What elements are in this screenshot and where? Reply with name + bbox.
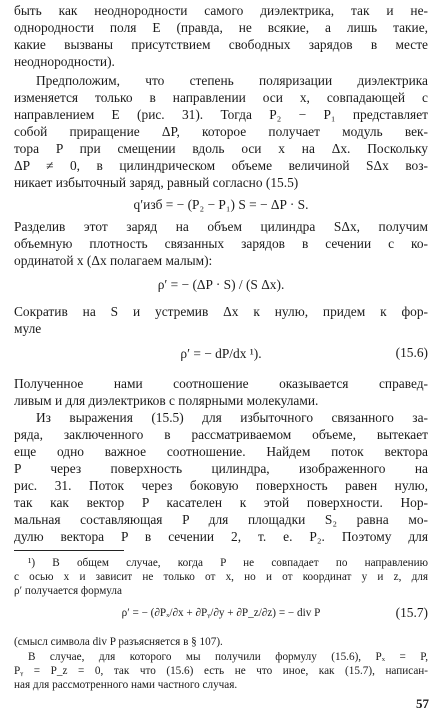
text-line: еще одно важное соотношение. Найдем поток вектора (14, 444, 428, 459)
text-line: изменяется только в направлении оси x, совпадающей с (14, 90, 428, 105)
formula-line: q′изб = − (P₂ − P₁) S = − ΔP · S. (133, 197, 309, 212)
footnote-line: Pᵧ = P_z = 0, так что (15.6) есть не что иное, как (15.7), написан- (14, 665, 428, 677)
text-line: однородности поля E (правда, не всякие, а лишь такие, (14, 20, 428, 35)
equation-number: (15.7) (395, 605, 428, 620)
page-number: 57 (416, 696, 429, 711)
footnote-line: ¹) В общем случае, когда P не совпадает по направлению (28, 557, 428, 569)
text-line: собой приращение ΔP, которое получает модуль век- (14, 124, 428, 139)
formula-line: ρ′ = − (ΔP · S) / (S Δx). (157, 277, 285, 292)
text-line: Полученное нами соотношение оказывается справед- (14, 376, 428, 391)
text-line: быть как неоднородности самого диэлектрика, так и не- (14, 3, 428, 18)
text-line: ординатой x (Δx полагаем малым): (14, 253, 213, 268)
text-line: так как вектор P касателен к этой поверхности. Нор- (14, 495, 428, 510)
text-line: неоднородности). (14, 54, 115, 69)
text-line: направлением E (рис. 31). Тогда P₂ − P₁ представляет (14, 107, 428, 122)
footnote-line: В случае, для которого мы получили формулу (15.6), Pₓ = P, (28, 651, 428, 663)
text-line: мальная составляющая P для площадки S₂ равна мо- (14, 512, 428, 527)
equation-number: (15.6) (395, 345, 428, 360)
text-line: какие вызваны присутствием свободных зарядов в месте (14, 37, 428, 52)
text-line: Из выражения (15.5) для избыточного связанного за- (36, 410, 428, 425)
text-line: рис. 31. Поток через боковую поверхность равен нулю, (14, 478, 428, 493)
text-line: муле (14, 321, 42, 336)
text-line: P через поверхность цилиндра, изображенного на (14, 461, 428, 476)
text-line: Сократив на S и устремив Δx к нулю, придем к фор- (14, 304, 428, 319)
text-line: дулю вектора P в сечении 2, т. е. P₂. Поэтому для (14, 529, 428, 544)
footnote-separator (14, 550, 124, 551)
formula-line: ρ′ = − dP/dx ¹). (180, 346, 262, 361)
text-line: ливым и для диэлектриков с полярными молекулами. (14, 393, 319, 408)
footnote-line: ρ′ получается формула (14, 585, 122, 597)
text-line: Разделив этот заряд на объем цилиндра SΔx, получим (14, 219, 428, 234)
footnote-formula: ρ′ = − (∂Pₓ/∂x + ∂Pᵧ/∂y + ∂P_z/∂z) = − div P (121, 607, 321, 619)
text-line: объемную плотность связанных зарядов в сечении с ко- (14, 236, 428, 251)
text-line: тора P при смещении вдоль оси x на Δx. Поскольку (14, 141, 428, 156)
text-line: Предположим, что степень поляризации диэлектрика (36, 73, 428, 88)
text-line: никает избыточный заряд, равный согласно (15.5) (14, 175, 299, 190)
text-line: ΔP ≠ 0, в цилиндрическом объеме величиной SΔx воз- (14, 158, 428, 173)
footnote-line: (смысл символа div P разъясняется в § 107). (14, 636, 223, 648)
footnote-line: с осью x и зависит не только от x, но и от координат y и z, для (14, 571, 428, 583)
text-line: ряда, заключенного в рассматриваемом объеме, вытекает (14, 427, 428, 442)
footnote-line: ная для рассмотренного нами частного случая. (14, 679, 238, 691)
